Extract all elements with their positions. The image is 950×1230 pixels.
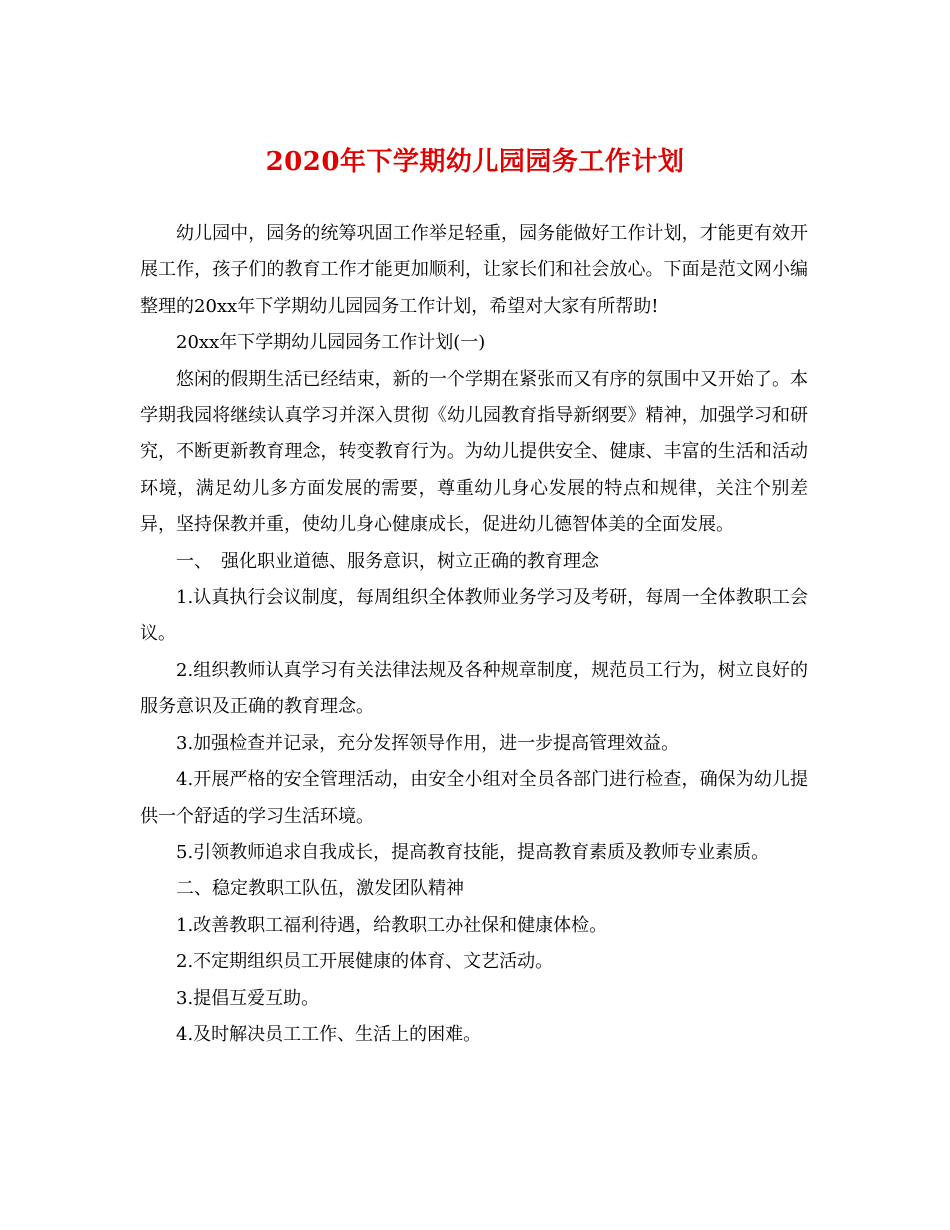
intro-paragraph: 幼儿园中，园务的统筹巩固工作举足轻重，园务能做好工作计划，才能更有效开展工作，孩子们的教育工作才能更加顺利，让家长们和社会放心。下面是范文网小编整理的20xx年下学期幼儿园园务工作计划，希望对大家有所帮助!	[140, 223, 808, 317]
plan-intro-paragraph: 悠闲的假期生活已经结束，新的一个学期在紧张而又有序的氛围中又开始了。本学期我园将继续认真学习并深入贯彻《幼儿园教育指导新纲要》精神，加强学习和研究，不断更新教育理念，转变教育行为。为幼儿提供安全、健康、丰富的生活和活动环境，满足幼儿多方面发展的需要，尊重幼儿身心发展的特点和规律，关注个别差异，坚持保教并重，使幼儿身心健康成长，促进幼儿德智体美的全面发展。	[140, 368, 808, 536]
section-2-item-4: 4.及时解决员工工作、生活上的困难。	[176, 1023, 482, 1045]
section-heading-1: 一、 强化职业道德、服务意识，树立正确的教育理念	[176, 550, 599, 572]
plan-heading: 20xx年下学期幼儿园园务工作计划(一)	[176, 332, 486, 354]
section-1-item-4: 4.开展严格的安全管理活动，由安全小组对全员各部门进行检查，确保为幼儿提供一个舒适的学习生活环境。	[140, 769, 808, 827]
section-2-item-3: 3.提倡互爱互助。	[176, 987, 320, 1009]
section-1-item-2: 2.组织教师认真学习有关法律法规及各种规章制度，规范员工行为，树立良好的服务意识及正确的教育理念。	[140, 659, 808, 718]
section-1-item-5: 5.引领教师追求自我成长，提高教育技能，提高教育素质及教师专业素质。	[176, 841, 770, 863]
section-1-item-1: 1.认真执行会议制度，每周组织全体教师业务学习及考研，每周一全体教职工会议。	[140, 587, 808, 645]
section-2-item-1: 1.改善教职工福利待遇，给教职工办社保和健康体检。	[176, 914, 608, 936]
section-1-item-3: 3.加强检查并记录，充分发挥领导作用，进一步提高管理效益。	[176, 732, 680, 754]
document-body	[140, 216, 808, 1053]
document-title: 2020年下学期幼儿园园务工作计划	[265, 147, 685, 177]
section-2-item-2: 2.不定期组织员工开展健康的体育、文艺活动。	[176, 951, 554, 973]
section-heading-2: 二、稳定教职工队伍，激发团队精神	[176, 878, 464, 900]
